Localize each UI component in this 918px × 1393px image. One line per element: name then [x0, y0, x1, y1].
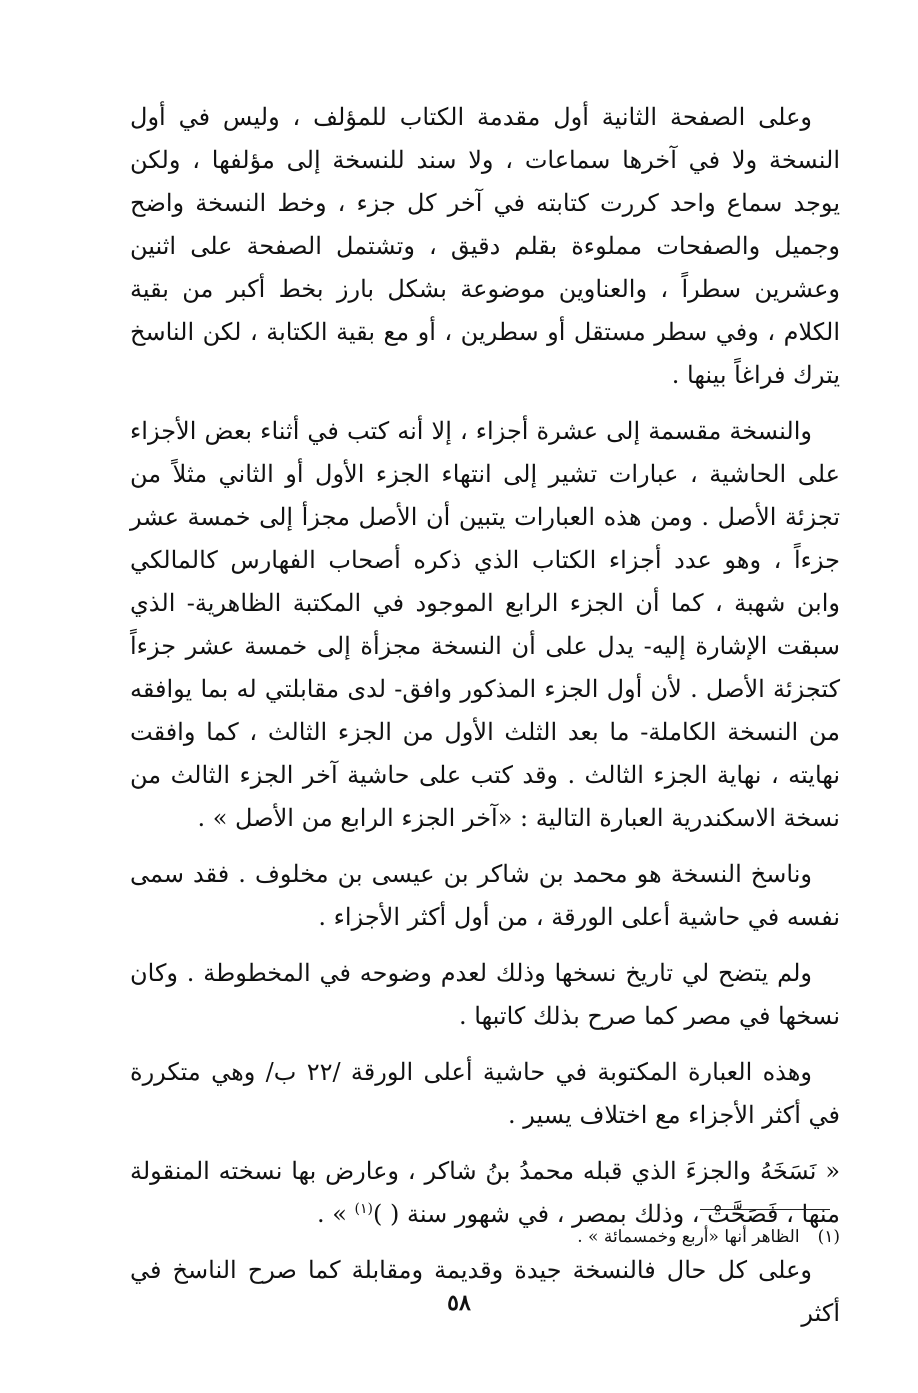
paragraph-margin-note: وهذه العبارة المكتوبة في حاشية أعلى الورقة /٢٢ ب/ وهي متكررة في أكثر الأجزاء مع اختلاف يسير . [130, 1058, 840, 1129]
paragraph-manuscript-description: وعلى الصفحة الثانية أول مقدمة الكتاب للمؤلف ، وليس في أول النسخة ولا في آخرها سماعات ، ولا سند للنسخة إلى مؤلفها ، ولكن يوجد سماع واحد كررت كتابته في آخر كل جزء ، وخط النسخة واضح وجميل والصفحات مملوءة بقلم دقيق ، وتشتمل الصفحة على اثنين وعشرين سطراً ، والعناوين موضوعة بشكل بارز بخط أكبر من بقية الكلام ، وفي سطر مستقل أو سطرين ، أو مع بقية الكتابة ، لكن الناسخ يترك فراغاً بينها . [130, 103, 840, 389]
page-body [130, 96, 840, 1348]
paragraph-conclusion: وعلى كل حال فالنسخة جيدة وقديمة ومقابلة كما صرح الناسخ في أكثر [130, 1256, 840, 1327]
footnote-marker: (١) [354, 1201, 374, 1217]
footnote-text: الظاهر أنها «أربع وخمسمائة » . [577, 1227, 800, 1247]
footnote [130, 1224, 840, 1250]
page-number: ٥٨ [447, 1290, 471, 1316]
paragraph-copy-date: ولم يتضح لي تاريخ نسخها وذلك لعدم وضوحه في المخطوطة . وكان نسخها في مصر كما صرح بذلك كاتبها . [130, 959, 840, 1030]
footnote-number: (١) [817, 1227, 840, 1247]
paragraph-copyist: وناسخ النسخة هو محمد بن شاكر بن عيسى بن مخلوف . فقد سمى نفسه في حاشية أعلى الورقة ، من أول أكثر الأجزاء . [130, 860, 840, 931]
quote-text: « نَسَخَهُ والجزءَ الذي قبله محمدُ بنُ شاكر ، وعارض بها نسخته المنقولة منها ، فَصَحَّتْ ، وذلك بمصر ، في شهور سنة ( ) [130, 1157, 840, 1228]
footnote-divider [700, 1209, 830, 1210]
paragraph-manuscript-division: والنسخة مقسمة إلى عشرة أجزاء ، إلا أنه كتب في أثناء بعض الأجزاء على الحاشية ، عبارات تشير إلى انتهاء الجزء الأول أو الثاني مثلاً من تجزئة الأصل . ومن هذه العبارات يتبين أن الأصل مجزأ إلى خمسة عشر جزءاً ، وهو عدد أجزاء الكتاب الذي ذكره أصحاب الفهارس كالمالكي وابن شهبة ، كما أن الجزء الرابع الموجود في المكتبة الظاهرية- الذي سبقت الإشارة إليه- يدل على أن النسخة مجزأة إلى خمسة عشر جزءاً كتجزئة الأصل . لأن أول الجزء المذكور وافق- لدى مقابلتي له بما يوافقه من النسخة الكاملة- ما بعد الثلث الأول من الجزء الثالث ، كما وافقت نهايته ، نهاية الجزء الثالث . وقد كتب على حاشية آخر الجزء الثالث من نسخة الاسكندرية العبارة التالية : «آخر الجزء الرابع من الأصل » . [130, 417, 840, 832]
quote-close: » . [316, 1200, 355, 1228]
